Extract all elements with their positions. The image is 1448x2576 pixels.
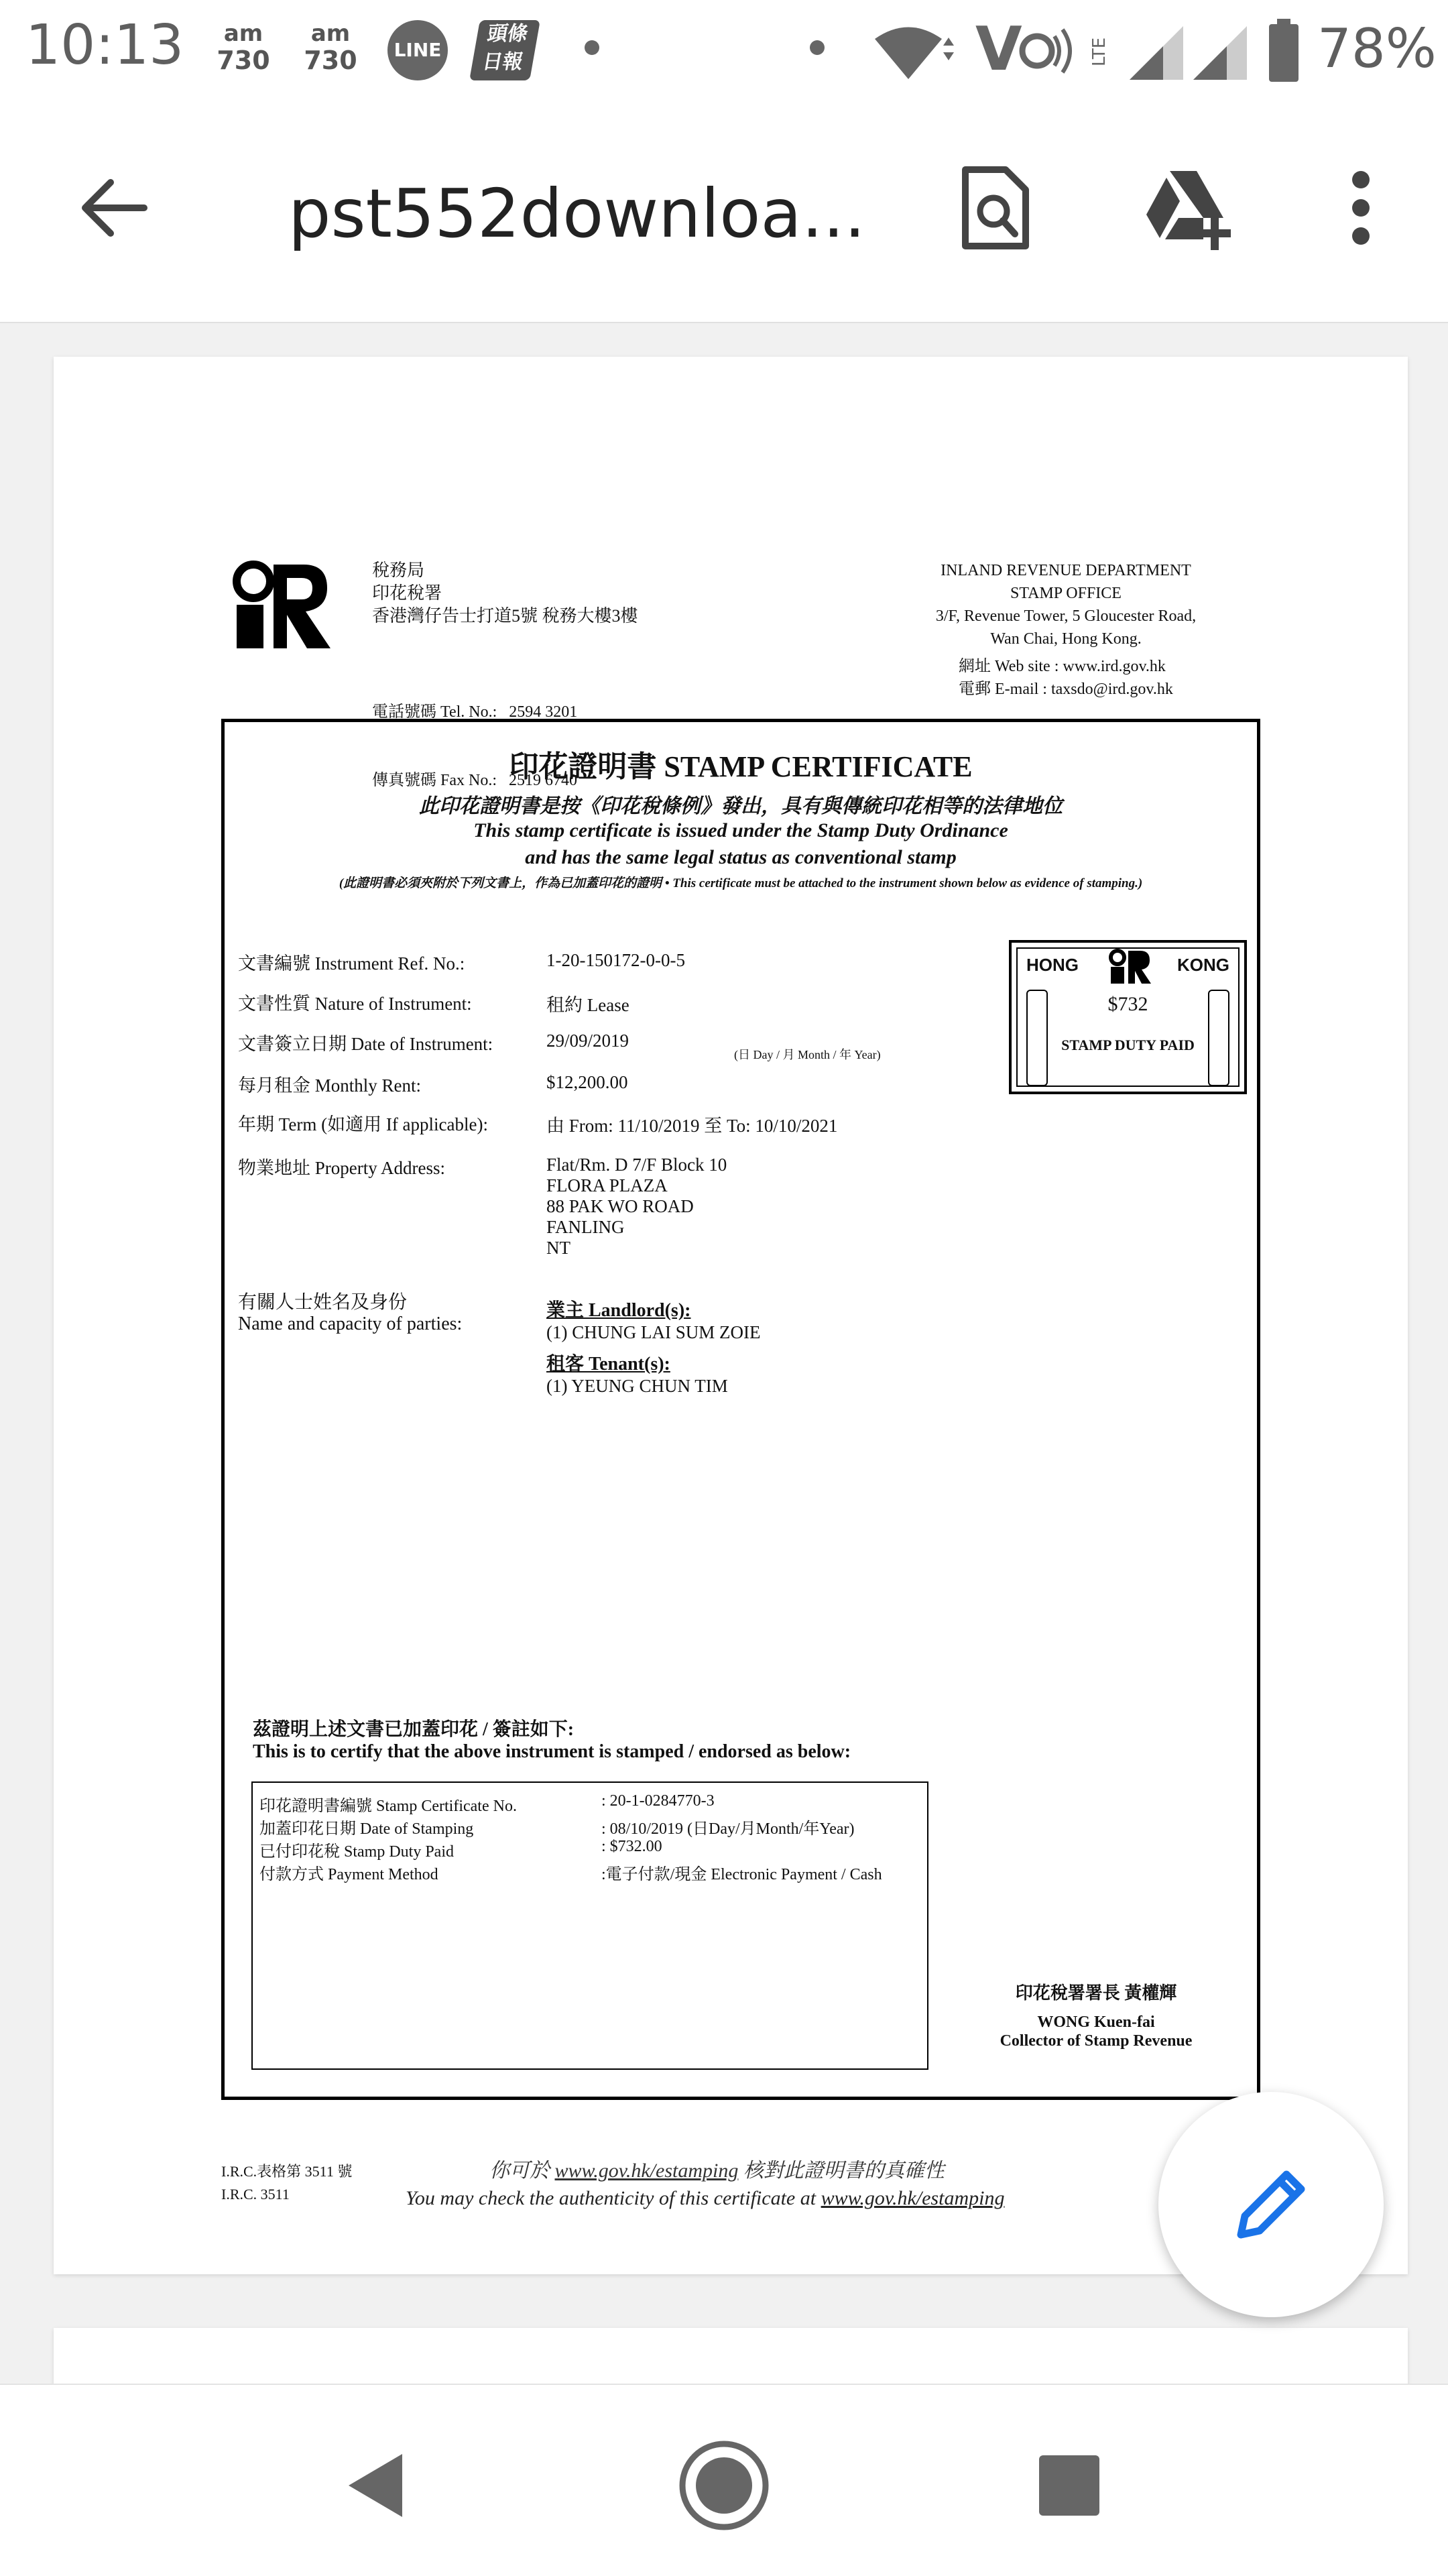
landlord-heading: 業主 Landlord(s): [546,1300,691,1321]
nature-value: 租約 Lease [546,995,629,1015]
edit-fab-button[interactable] [1158,2092,1384,2317]
status-time: 10:13 [25,13,184,77]
signal-icon [1126,23,1187,83]
certify-en: This is to certify that the above instrument is stamped / endorsed as below: [253,1741,851,1762]
am730-app-icon: am 730 [217,20,270,75]
certificate-subtitle-en: This stamp certificate is issued under the Stamp Duty Ordinance and has the same legal status as conventional stamp [473,819,1008,868]
battery-percent: 78% [1317,17,1437,80]
ird-logo-icon [1105,948,1152,985]
svg-text:LTE: LTE [1089,37,1109,66]
nav-recents-button[interactable] [1016,2432,1123,2539]
pdf-viewer[interactable] [0,323,1448,2382]
field-label: 年期 Term (如適用 If applicable): [238,1114,488,1134]
landlord-name: (1) CHUNG LAI SUM ZOIE [546,1322,761,1342]
svg-text:V: V [975,16,1022,83]
recents-square-icon [1036,2452,1103,2519]
stamp-duty-seal: HONG KONG $732 STAMP DUTY PAID [1009,940,1247,1094]
home-circle-icon [677,2439,771,2532]
parties-label: 有關人士姓名及身份 Name and capacity of parties: [238,1292,463,1334]
document-title: pst552downloa... [288,174,866,253]
more-vert-icon [1347,168,1374,248]
certificate-number: : 20-1-0284770-3 [601,1792,715,1810]
field-label: 文書性質 Nature of Instrument: [238,994,472,1014]
stamp-certificate [221,719,1260,2100]
volte-icon [975,16,1109,83]
drive-add-icon [1140,164,1233,251]
date-value: 29/09/2019 [546,1031,629,1051]
signature-title-en: WONG Kuen-fai Collector of Stamp Revenue [1000,2013,1193,2050]
document-search-icon [959,164,1032,251]
certify-cn: 茲證明上述文書已加蓋印花 / 簽註如下: [253,1719,575,1740]
field-label: 文書簽立日期 Date of Instrument: [238,1034,493,1054]
more-options-button[interactable] [1307,154,1414,261]
app-toolbar [0,101,1448,323]
back-button[interactable] [60,154,168,261]
signal-icon [1190,23,1250,83]
stamp-ornament-icon [1026,990,1048,1086]
estamping-link[interactable]: www.gov.hk/estamping [554,2160,739,2182]
edit-pencil-icon [1227,2161,1315,2248]
duty-paid: : $732.00 [601,1838,662,1855]
wifi-icon [868,19,955,86]
property-address: Flat/Rm. D 7/F Block 10 FLORA PLAZA 88 PAK WO ROAD FANLING NT [546,1155,727,1258]
nav-back-button[interactable] [322,2432,429,2539]
payment-method: :電子付款/現金 Electronic Payment / Cash [601,1866,882,1883]
stamp-paid-label: STAMP DUTY PAID [1061,1037,1195,1053]
verify-note-en: You may check the authenticity of this certificate at www.gov.hk/estamping [406,2187,1005,2209]
stamping-date: : 08/10/2019 (日Day/月Month/年Year) [601,1820,855,1838]
stamping-details-box: 印花證明書編號 Stamp Certificate No. : 20-1-0284770-3 加蓋印花日期 Date of Stamping : 08/10/2019 (日Day/月Month/年Year) 已付印花稅 Stamp Duty Paid : $732.00 付款方式 Payment Method :電子付款/現金 Electronic Payment / Cash [251,1781,928,2070]
back-triangle-icon [342,2449,409,2522]
header-phone-fax: 電話號碼 Tel. No.: 2594 3201 傳真號碼 Fax No.: 2519 6740 [372,703,578,789]
battery-icon [1267,17,1301,84]
certificate-title: 印花證明書 STAMP CERTIFICATE [509,750,973,783]
date-format-hint: (日 Day / 月 Month / 年 Year) [734,1048,881,1061]
certificate-subtitle-cn: 此印花證明書是按《印花稅條例》發出，具有與傳統印花相等的法律地位 [419,795,1063,817]
term-value: 由 From: 11/10/2019 至 To: 10/10/2021 [546,1116,838,1136]
verify-note-cn: 你可於 www.gov.hk/estamping 核對此證明書的真確性 [489,2160,945,2182]
tenant-heading: 租客 Tenant(s): [546,1354,670,1374]
header-web-email: 網址 Web site : www.ird.gov.hk 電郵 E-mail : taxsdo@ird.gov.hk [959,658,1173,698]
certificate-note: (此證明書必須夾附於下列文書上，作為已加蓋印花的證明 • This certificate must be attached to the instrument shown below as evidence of stamping.) [339,876,1143,890]
tenant-name: (1) YEUNG CHUN TIM [546,1376,728,1396]
add-to-drive-button[interactable] [1133,154,1240,261]
estamping-link[interactable]: www.gov.hk/estamping [821,2187,1005,2209]
line-app-icon: LINE [387,20,448,80]
news-app-icon: 頭條 日報 [469,20,540,80]
stamp-ornament-icon [1208,990,1229,1086]
field-label: 物業地址 Property Address: [238,1158,445,1178]
form-number: I.R.C.表格第 3511 號 I.R.C. 3511 [221,2163,353,2203]
instrument-ref-value: 1-20-150172-0-0-5 [546,950,685,970]
notification-dot-icon [810,40,825,55]
nav-home-button[interactable] [670,2432,778,2539]
arrow-left-icon [77,174,151,241]
signature-title-cn: 印花稅署署長 黃權輝 [1015,1983,1177,2003]
header-english-address: INLAND REVENUE DEPARTMENT STAMP OFFICE 3/F, Revenue Tower, 5 Gloucester Road, Wan Chai, Hong Kong. [935,562,1197,648]
monthly-rent-value: $12,200.00 [546,1072,628,1092]
notification-dot-icon [585,40,599,55]
header-chinese-address: 稅務局 印花稅署 香港灣仔告士打道5號 稅務大樓3樓 [372,561,638,626]
find-in-document-button[interactable] [942,154,1049,261]
field-label: 每月租金 Monthly Rent: [238,1075,422,1096]
pdf-page [54,357,1408,2274]
field-label: 文書編號 Instrument Ref. No.: [238,953,465,974]
am730-app-icon: am 730 [304,20,357,75]
system-navigation-bar [0,2384,1448,2576]
ird-logo-icon [227,558,334,652]
stamp-amount: $732 [1107,993,1148,1015]
status-bar [0,0,1448,101]
